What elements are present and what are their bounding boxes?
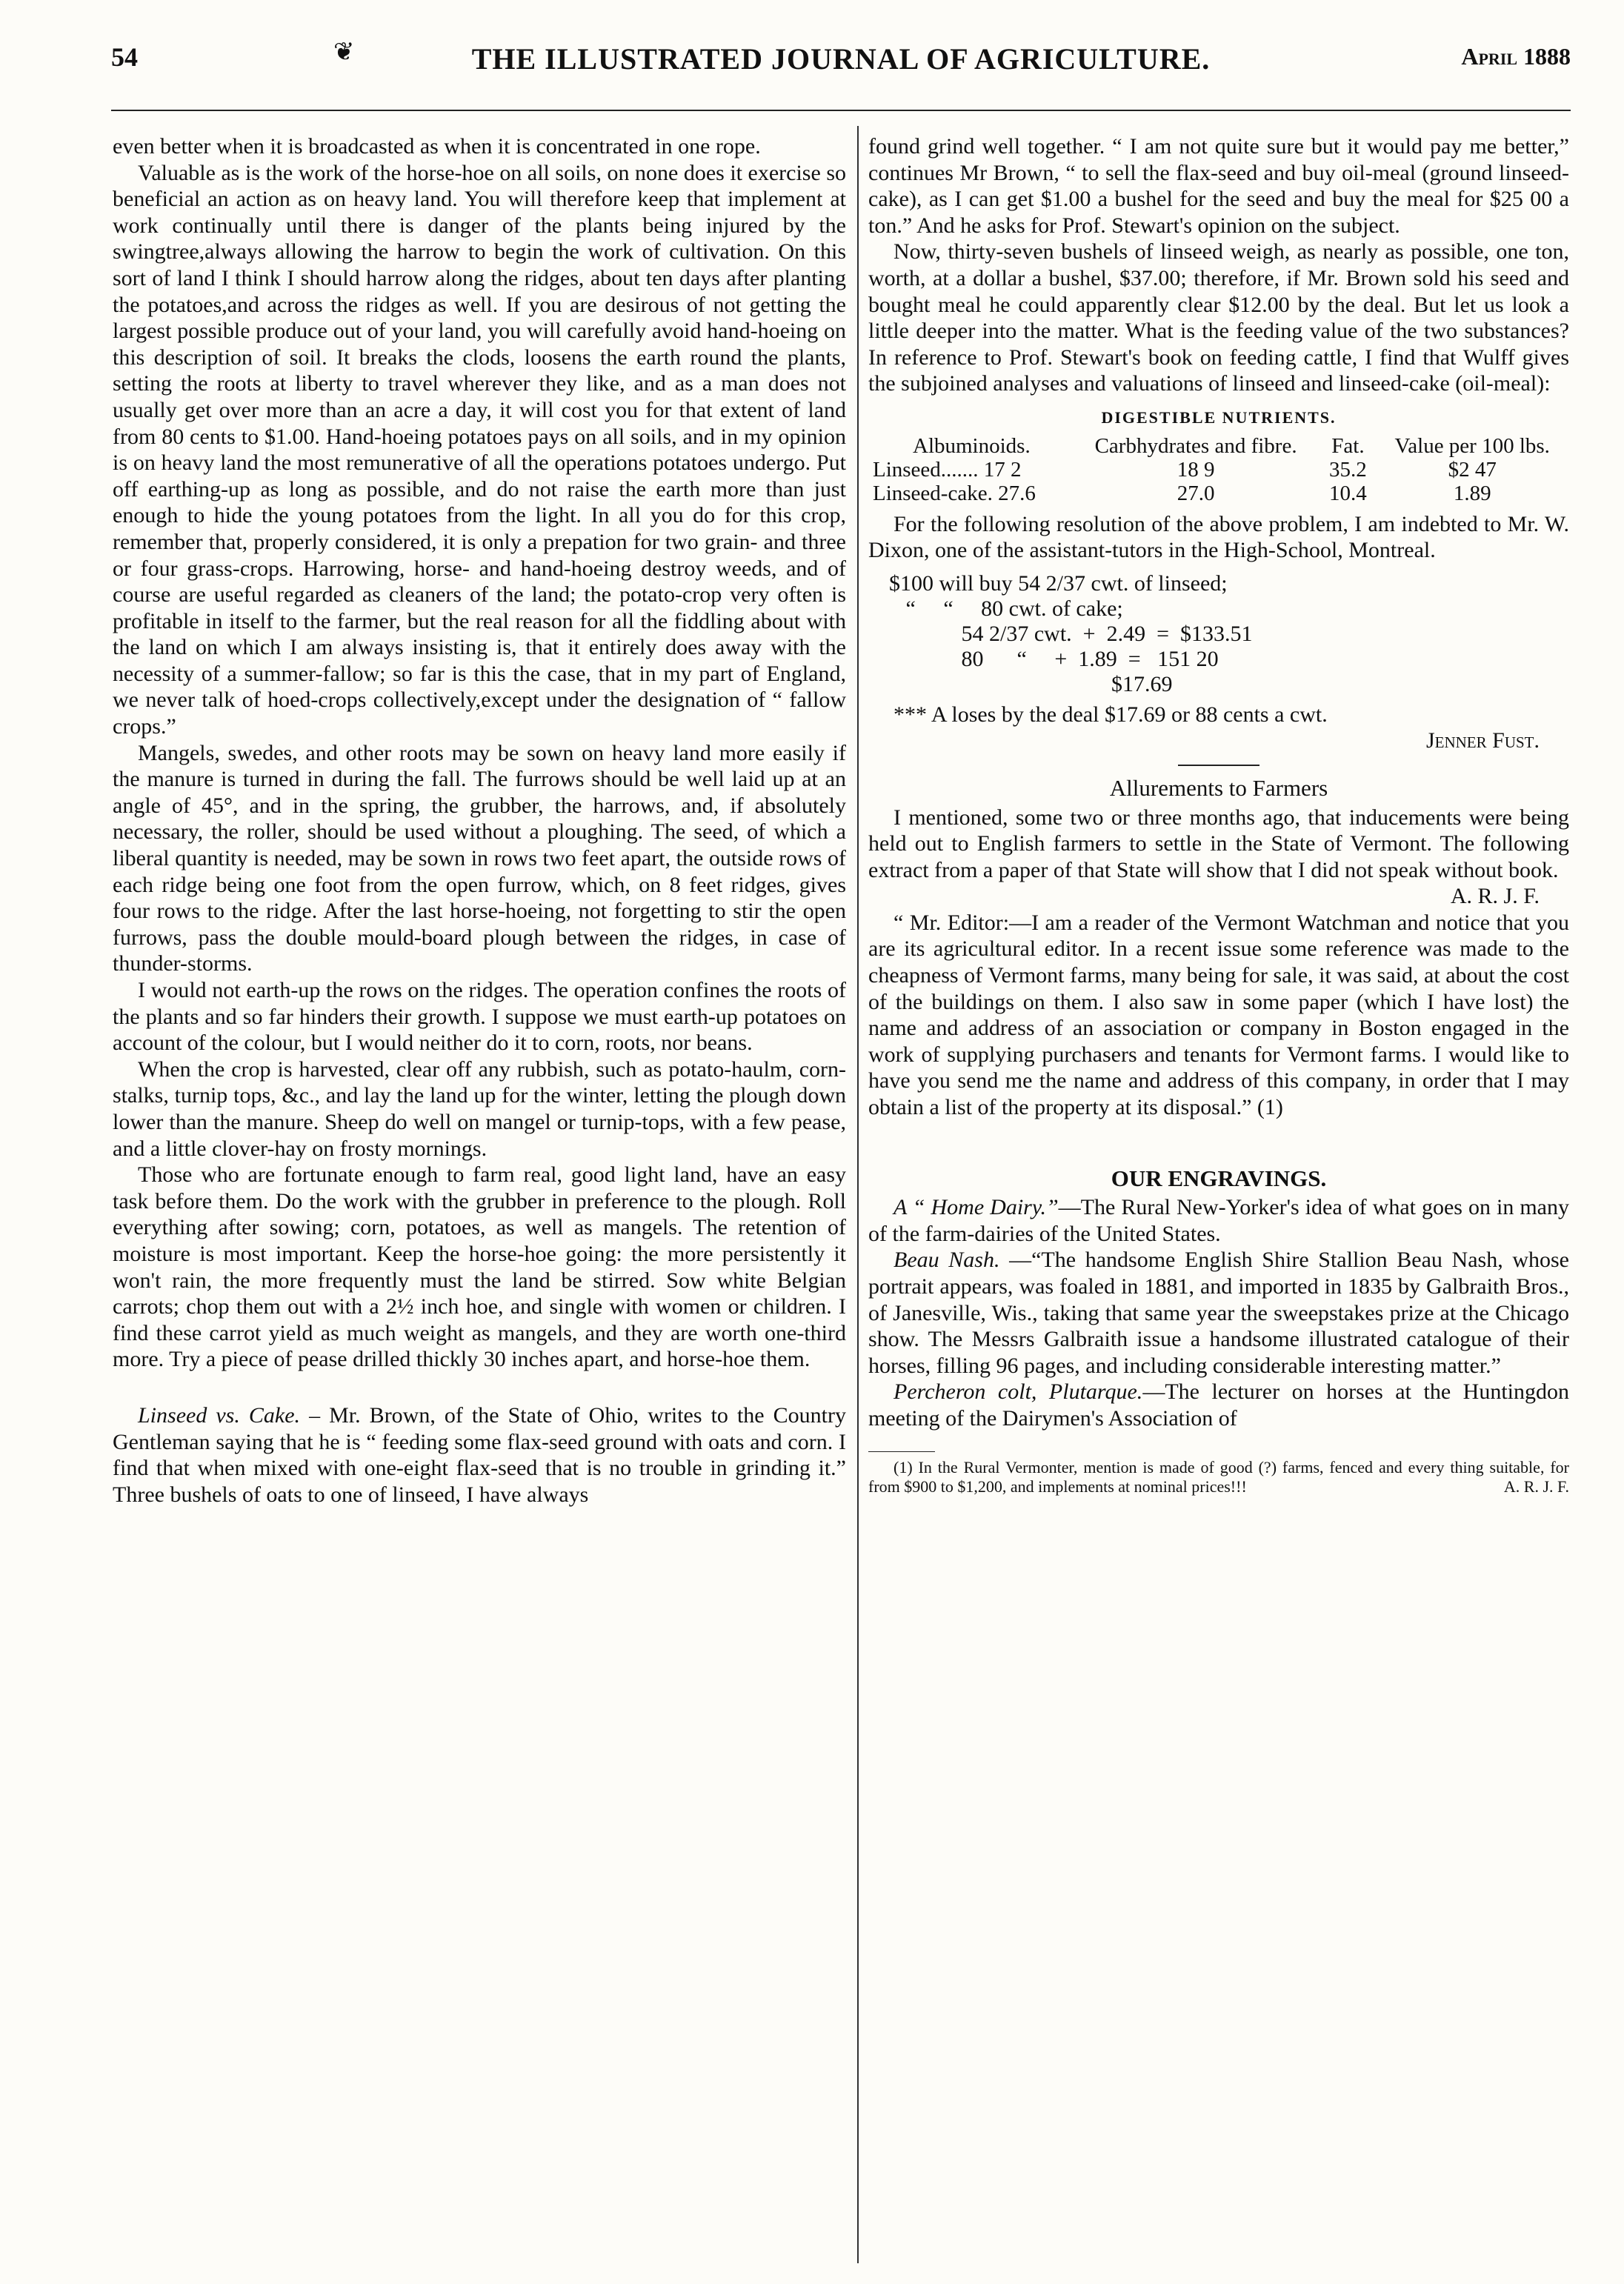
calc-line: 54 2/37 cwt. + 2.49 = $133.51 <box>889 621 1253 646</box>
paragraph: even better when it is broadcasted as when it is concentrated in one rope. <box>113 134 761 159</box>
signature: A. R. J. F. <box>1450 884 1540 909</box>
paragraph <box>868 1194 1569 1247</box>
calc-line: $100 will buy 54 2/37 cwt. of linseed; <box>889 570 1228 596</box>
table-cell: $2 47 <box>1448 457 1497 482</box>
engraving-text: —“The handsome English Shire Stallion Beau Nash, whose portrait appears, was foaled in 1881, and imported in 1835 by Galbraith Bros., of Janesville, Wis., taking that same year the sweepstakes prize at the Chicago show. The Messrs Galbraith issue a handsome illustrated catalogue of their horses, filling 96 pages, and including considerable interesting matter.” <box>868 1248 1569 1378</box>
nutrients-table <box>868 434 1569 505</box>
page-header <box>111 37 1571 84</box>
paragraph: “ Mr. Editor:—I am a reader of the Vermont Watchman and notice that you are its agricultural editor. In a recent issue some reference was made to the cheapness of Vermont farms, many being for sale, it was said, at about the cost of the buildings on them. I also saw in some paper (which I have lost) the name and address of an association or company in Boston engaged in the work of supplying purchasers and tenants for Vermont farms. I would like to have you send me the name and address of this company, in order that I may obtain a list of the property at its disposal.” (1) <box>868 910 1569 1120</box>
right-column <box>868 133 1569 1496</box>
table-cell: 35.2 <box>1329 457 1367 482</box>
nutrients-table-title: DIGESTIBLE NUTRIENTS. <box>1101 407 1337 427</box>
column-header: Albuminoids. <box>913 433 1031 458</box>
footnote-text: (1) In the Rural Vermonter, mention is made of good (?) farms, fenced and every thing suitable, for from $900 to $1,200, and implements at nominal prices!!! <box>868 1457 1569 1496</box>
column-header: Carbhydrates and fibre. <box>1094 433 1297 458</box>
engraving-heading: Percheron colt, Plutarque. <box>893 1379 1143 1405</box>
footnote <box>868 1458 1569 1496</box>
footnote-rule <box>868 1451 935 1452</box>
table-cell: Linseed....... 17 2 <box>873 457 1022 482</box>
paragraph <box>868 1247 1569 1379</box>
ornament-icon: ❦ <box>333 39 355 66</box>
paragraph <box>868 1379 1569 1431</box>
calculation-block <box>889 571 1569 697</box>
linseed-text: – Mr. Brown, of the State of Ohio, writes to the Country Gentleman saying that he is “ feeding some flax-seed ground with oats and corn. I find that when mixed with one-eight flax-seed that is no trouble in grinding it.” Three bushels of oats to one of linseed, I have always <box>113 1402 846 1507</box>
paragraph: Valuable as is the work of the horse-hoe on all soils, on none does it exercise so beneficial an action as on heavy land. You will therefore keep that implement at work continually until there is danger of the plants being injured by the swingtree,always allowing the harrow to begin the work of cultivation. On this sort of land I think I should harrow along the ridges, about ten days after planting the potatoes,and across the ridges as well. If you are desirous of not getting the largest possible produce out of your land, you will carefully avoid hand-hoeing on this description of soil. It breaks the clods, loosens the earth round the plants, setting the roots at liberty to travel wherever they like, and as a man does not usually get over more than an acre a day, it will cost you for that extent of land from 80 cents to $1.00. Hand-hoeing potatoes pays on all soils, and in my opinion is on heavy land the most remunerative of all the operations potatoes undergo. Put off earthing-up as long as possible, and do not raise the earth more than just enough to hide the young potatoes from the light. In all you do for this crop, remember that, properly considered, it is only a prepation for two grain- and three or four grass-crops. Harrowing, horse- and hand-hoeing destroy weeds, and of course are useful regarded as cleaners of the land; the potato-crop very often is profitable in itself to the farmer, but the real reason for all the fiddling about with the land on which I am always insisting is, that it entirely does away with the necessity of a summer-fallow; so far is this the case, that in my part of England, we never talk of hoed-crops collectively,except under the designation of “ fallow crops.” <box>113 160 846 739</box>
column-header: Fat. <box>1331 433 1365 458</box>
issue-date: April 1888 <box>1461 43 1571 70</box>
table-cell: 18 9 <box>1177 457 1215 482</box>
section-title: OUR ENGRAVINGS. <box>1111 1165 1327 1191</box>
linseed-heading: Linseed vs. Cake. <box>138 1402 301 1428</box>
paragraph: I would not earth-up the rows on the ridges. The operation confines the roots of the plants and so far hinders their growth. I suppose we must earth-up potatoes on account of the colour, but I would neither do it to corn, roots, nor beans. <box>113 978 846 1056</box>
signature: Jenner Fust. <box>1425 728 1540 753</box>
paragraph: found grind well together. “ I am not quite sure but it would pay me better,” continues Mr Brown, “ to sell the flax-seed and buy oil-meal (ground linseed-cake), as I can get $1.00 a bushel for the seed and buy the meal for $25 00 a ton.” And he asks for Prof. Stewart's opinion on the subject. <box>868 134 1569 238</box>
section-rule <box>1178 765 1259 766</box>
paragraph: Now, thirty-seven bushels of linseed weigh, as nearly as possible, one ton, worth, at a dollar a bushel, $37.00; therefore, if Mr. Brown sold his seed and bought meal he could apparently clear $12.00 by the deal. But let us look a little deeper into the matter. What is the feeding value of the two substances? In reference to Prof. Stewart's book on feeding cattle, I find that Wulff gives the subjoined analyses and valuations of linseed and linseed-cake (oil-meal): <box>868 239 1569 396</box>
engraving-text: —The Rural New-Yorker's idea of what goes on in many of the farm-dairies of the United States. <box>868 1195 1569 1246</box>
left-column <box>113 133 846 1508</box>
table-cell: 27.0 <box>1177 481 1215 505</box>
table-cell: 10.4 <box>1329 481 1367 505</box>
section-title: Allurements to Farmers <box>1109 774 1328 801</box>
engraving-heading: A “ Home Dairy.” <box>893 1195 1059 1220</box>
column-header: Value per 100 lbs. <box>1394 433 1550 458</box>
header-rule <box>111 110 1571 111</box>
paragraph: *** A loses by the deal $17.69 or 88 cents a cwt. <box>893 702 1328 727</box>
table-row <box>868 458 1569 482</box>
linseed-paragraph <box>113 1402 846 1508</box>
calc-line: 80 “ + 1.89 = 151 20 <box>889 646 1219 671</box>
calc-line: “ “ 80 cwt. of cake; <box>889 596 1123 621</box>
page-number: 54 <box>111 42 138 72</box>
engraving-heading: Beau Nash. <box>893 1248 1000 1273</box>
table-cell: 1.89 <box>1453 481 1491 505</box>
table-row <box>868 482 1569 505</box>
paragraph: Those who are fortunate enough to farm real, good light land, have an easy task before them. Do the work with the grubber in preference to the plough. Roll everything after sowing; corn, potatoes, as well as mangels. The retention of moisture is most important. Keep the horse-hoe going: the more persistently it won't rain, the more frequently must the land be stirred. Sow white Belgian carrots; chop them out with a 2½ inch hoe, and single with women or children. I find these carrot yield as much weight as mangels, and they are worth one-third more. Try a piece of pease drilled thickly 30 inches apart, and horse-hoe them. <box>113 1162 846 1372</box>
paragraph: For the following resolution of the above problem, I am indebted to Mr. W. Dixon, one of the assistant-tutors in the High-School, Montreal. <box>868 511 1569 563</box>
table-cell: Linseed-cake. 27.6 <box>873 481 1036 505</box>
calc-total: $17.69 <box>889 671 1173 696</box>
paragraph: I mentioned, some two or three months ago, that inducements were being held out to English farmers to settle in the State of Vermont. The following extract from a paper of that State will show that I did not speak without book. <box>868 805 1569 882</box>
footnote-signature: A. R. J. F. <box>1503 1476 1569 1496</box>
journal-title: THE ILLUSTRATED JOURNAL OF AGRICULTURE. <box>471 42 1211 76</box>
table-header-row <box>868 434 1569 458</box>
paragraph: Mangels, swedes, and other roots may be sown on heavy land more easily if the manure is turned in during the fall. The furrows should be well laid up at an angle of 45°, and in the spring, the grubber, the harrows, and, if absolutely necessary, the roller, should be used without a ploughing. The seed, of which a liberal quantity is needed, may be sown in rows two feet apart, the outside rows of each ridge being one foot from the open furrow, which, on 8 feet ridges, gives four rows to the ridge. After the last horse-hoeing, not forgetting to stir the open furrows, pass the double mould-board plough between the ridges, in case of thunder-storms. <box>113 740 846 976</box>
column-divider <box>857 126 859 2263</box>
engraving-text: —The lecturer on horses at the Huntingdon meeting of the Dairymen's Association of <box>868 1379 1569 1431</box>
paragraph: When the crop is harvested, clear off any rubbish, such as potato-haulm, corn-stalks, turnip tops, &c., and lay the land up for the winter, letting the plough down lower than the manure. Sheep do well on mangel or turnip-tops, with a few pease, and a little clover-hay on frosty mornings. <box>113 1056 846 1161</box>
